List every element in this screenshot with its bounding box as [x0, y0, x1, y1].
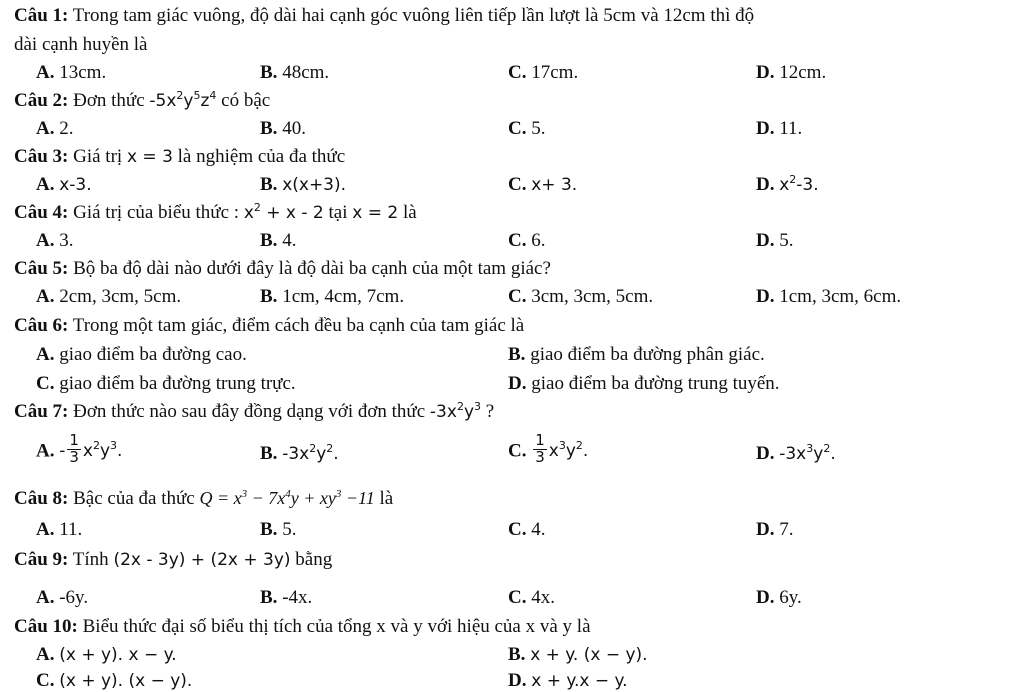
option-text [779, 175, 818, 195]
option-letter: C. [508, 440, 527, 462]
option-text: 7. [779, 519, 794, 540]
option-text: x(x+3). [282, 175, 347, 195]
option-letter: A. [36, 587, 55, 608]
option-text: 2. [59, 118, 74, 139]
question-2-text-end: có bậc [221, 90, 271, 111]
question-5-text: Bộ ba độ dài nào dưới đây là độ dài ba cạnh của một tam giác? [73, 258, 551, 279]
expr-part: = x [212, 488, 242, 508]
q2-option-b[interactable] [260, 119, 306, 138]
option-letter: C. [508, 62, 527, 83]
q7-option-a[interactable] [36, 431, 123, 468]
q6-option-a[interactable] [36, 345, 247, 364]
option-text: x + y. (x − y). [530, 645, 648, 665]
option-text: 4. [282, 230, 297, 251]
option-letter: A. [36, 230, 55, 251]
option-text: 5. [531, 118, 546, 139]
q9-option-a[interactable] [36, 588, 88, 607]
expr-part: y [316, 444, 327, 464]
option-text: giao điểm ba đường trung trực. [59, 373, 296, 394]
option-letter: C. [508, 286, 527, 307]
option-letter: C. [36, 670, 55, 691]
q10-option-d[interactable] [508, 671, 628, 690]
q4-option-c[interactable] [508, 231, 545, 250]
question-7-text: Đơn thức nào sau đây đồng dạng với đơn thức [73, 401, 426, 422]
option-text: 11. [59, 519, 83, 540]
option-text: 48cm. [282, 62, 330, 83]
option-letter: A. [36, 519, 55, 540]
expr-exponent: 2 [789, 173, 797, 186]
option-letter: B. [260, 443, 278, 464]
expr-part: y [183, 91, 194, 111]
option-text: x+ 3. [531, 175, 578, 195]
question-3-label: Câu 3: [14, 146, 69, 167]
option-letter: A. [36, 62, 55, 83]
q9-option-b[interactable] [260, 588, 312, 607]
q10-option-c[interactable] [36, 671, 192, 690]
option-letter: C. [36, 373, 55, 394]
expr-exponent: 2 [309, 442, 317, 455]
question-7-expression [430, 402, 481, 422]
question-2-expression [149, 91, 216, 111]
question-9-text-end: bằng [295, 549, 333, 570]
question-4-text: Giá trị của biểu thức : [73, 202, 240, 223]
expr-exponent: 4 [209, 89, 217, 102]
question-7-label: Câu 7: [14, 401, 69, 422]
q5-option-c[interactable] [508, 287, 653, 306]
expr-part: -3x [779, 444, 807, 464]
question-8-expression [199, 488, 374, 508]
option-letter: B. [260, 587, 278, 608]
expr-exponent: 5 [193, 89, 201, 102]
q1-option-c[interactable] [508, 63, 578, 82]
expr-part: - [59, 441, 66, 462]
q6-option-d[interactable] [508, 374, 780, 393]
option-letter: D. [756, 587, 775, 608]
option-letter: D. [756, 174, 775, 195]
q1-option-d[interactable] [756, 63, 826, 82]
question-8-text-end: là [379, 488, 394, 509]
option-text: 2cm, 3cm, 5cm. [59, 286, 182, 307]
option-letter: A. [36, 440, 55, 462]
option-text: giao điểm ba đường phân giác. [530, 344, 765, 365]
question-8-text: Bậc của đa thức [73, 488, 195, 509]
option-text: 40. [282, 118, 306, 139]
option-letter: B. [508, 344, 526, 365]
option-text: giao điểm ba đường cao. [59, 344, 247, 365]
q9-option-d[interactable] [756, 588, 802, 607]
option-letter: B. [260, 118, 278, 139]
question-9-expression: (2x - 3y) + (2x + 3y) [113, 550, 291, 570]
option-text: (x + y). (x − y). [59, 671, 193, 691]
option-letter: D. [756, 230, 775, 251]
q2-option-a[interactable] [36, 119, 73, 138]
fraction-numerator: 1 [535, 431, 545, 449]
question-1-line-1 [14, 6, 754, 25]
q7-option-c[interactable] [508, 431, 589, 468]
option-text: 12cm. [779, 62, 827, 83]
option-text: 5. [282, 519, 297, 540]
question-4-expression [244, 203, 324, 223]
question-5-label: Câu 5: [14, 258, 69, 279]
option-text: (x + y). x − y. [59, 645, 177, 665]
option-text: 6. [531, 230, 546, 251]
expr-exponent: 2 [575, 439, 583, 453]
option-text: 6y. [779, 587, 802, 608]
option-letter: B. [260, 62, 278, 83]
question-9-label: Câu 9: [14, 549, 69, 570]
q6-option-b[interactable] [508, 345, 765, 364]
option-letter: D. [508, 373, 527, 394]
question-1-label: Câu 1: [14, 5, 69, 26]
question-6-line [14, 316, 524, 335]
question-10-label: Câu 10: [14, 616, 78, 637]
option-text: x-3. [59, 175, 92, 195]
option-text [779, 444, 835, 464]
option-text: 13cm. [59, 62, 107, 83]
option-letter: D. [756, 443, 775, 464]
fraction [67, 433, 81, 466]
option-letter: C. [508, 174, 527, 195]
expr-part: x [82, 441, 93, 462]
expr-exponent: 3 [335, 488, 342, 500]
option-letter: A. [36, 644, 55, 665]
q8-option-b[interactable] [260, 520, 296, 539]
expr-exponent: 2 [176, 89, 184, 102]
expr-exponent: 3 [558, 439, 566, 453]
q2-option-c[interactable] [508, 119, 545, 138]
option-letter: D. [756, 519, 775, 540]
option-letter: D. [508, 670, 527, 691]
expr-exponent: 3 [474, 400, 481, 413]
expr-part: x [548, 441, 559, 462]
q2-option-d[interactable] [756, 119, 802, 138]
fraction-denominator: 3 [535, 447, 545, 466]
question-10-text: Biểu thức đại số biểu thị tích của tổng x và y với hiệu của x và y là [82, 616, 591, 637]
question-1-text-b: dài cạnh huyền là [14, 34, 148, 55]
q3-option-d[interactable] [756, 175, 819, 194]
expr-part: . [582, 441, 589, 462]
option-letter: C. [508, 230, 527, 251]
option-letter: C. [508, 118, 527, 139]
question-8-label: Câu 8: [14, 488, 69, 509]
q8-option-c[interactable] [508, 520, 545, 539]
option-text: x + y.x − y. [531, 671, 628, 691]
expr-part: y [99, 441, 111, 462]
expr-part: z [200, 91, 210, 111]
expr-part: -3x [282, 444, 310, 464]
option-letter: B. [260, 286, 278, 307]
q3-option-b[interactable] [260, 175, 346, 194]
option-text: 4. [531, 519, 546, 540]
option-text: 3. [59, 230, 74, 251]
option-text: 5. [779, 230, 794, 251]
option-text: 3cm, 3cm, 5cm. [531, 286, 654, 307]
option-letter: C. [508, 587, 527, 608]
q4-option-d[interactable] [756, 231, 793, 250]
question-6-text: Trong một tam giác, điểm cách đều ba cạnh của tam giác là [72, 315, 525, 336]
question-3-line [14, 147, 345, 166]
q7-option-d[interactable] [756, 444, 836, 463]
expr-part: y [463, 402, 474, 422]
option-letter: D. [756, 62, 775, 83]
expr-part: y [565, 441, 576, 462]
question-3-expression: x = 3 [126, 147, 173, 167]
question-3-text-end: là nghiệm của đa thức [177, 146, 346, 167]
expr-part: y + xy [290, 488, 336, 508]
q10-option-b[interactable] [508, 645, 648, 664]
question-9-line [14, 550, 332, 569]
expr-part: − 7x [247, 488, 286, 508]
question-4-line [14, 203, 417, 222]
option-letter: B. [508, 644, 526, 665]
option-letter: B. [260, 519, 278, 540]
expr-part: -3x [429, 402, 457, 422]
q4-option-a[interactable] [36, 231, 73, 250]
fraction-denominator: 3 [69, 447, 79, 466]
expr-part: + x - 2 [266, 203, 324, 223]
question-7-line [14, 402, 494, 421]
expr-part: . [117, 441, 123, 462]
question-5-line [14, 259, 551, 278]
q4-option-b[interactable] [260, 231, 296, 250]
q6-option-c[interactable] [36, 374, 296, 393]
expr-exponent: 3 [806, 442, 814, 455]
option-text: 1cm, 4cm, 7cm. [282, 286, 405, 307]
option-letter: B. [260, 174, 278, 195]
expr-exponent: 2 [253, 201, 261, 214]
question-2-text: Đơn thức [73, 90, 145, 111]
expr-exponent: 3 [110, 439, 118, 453]
q9-option-c[interactable] [508, 588, 555, 607]
q7-option-b[interactable] [260, 444, 339, 463]
fraction [533, 433, 547, 466]
option-text: 17cm. [531, 62, 579, 83]
option-letter: B. [260, 230, 278, 251]
q3-option-a[interactable] [36, 175, 92, 194]
option-text [531, 431, 589, 466]
expr-part: y [813, 444, 824, 464]
question-4-label: Câu 4: [14, 202, 69, 223]
expr-exponent: 2 [326, 442, 334, 455]
q1-option-a[interactable] [36, 63, 106, 82]
expr-exponent: 2 [823, 442, 831, 455]
expr-part: Q [199, 488, 213, 508]
question-8-line [14, 489, 393, 508]
question-2-label: Câu 2: [14, 90, 69, 111]
option-letter: D. [756, 286, 775, 307]
question-1-line-2 [14, 35, 147, 54]
question-10-line [14, 617, 591, 636]
option-letter: A. [36, 344, 55, 365]
question-9-text: Tính [72, 549, 109, 570]
q5-option-b[interactable] [260, 287, 404, 306]
question-6-label: Câu 6: [14, 315, 69, 336]
expr-exponent: 4 [285, 488, 291, 500]
option-letter: A. [36, 174, 55, 195]
question-7-text-end: ? [485, 401, 495, 422]
question-2-line [14, 91, 270, 110]
question-4-text-mid: tại [328, 202, 348, 223]
question-1-text-a: Trong tam giác vuông, độ dài hai cạnh góc vuông liên tiếp lần lượt là 5cm và 12cm thì độ [72, 5, 755, 26]
expr-exponent: 3 [241, 488, 248, 500]
option-text: 1cm, 3cm, 6cm. [779, 286, 902, 307]
expr-part: . [333, 444, 339, 464]
option-text: giao điểm ba đường trung tuyến. [531, 373, 780, 394]
expr-part: x [779, 175, 790, 195]
q5-option-a[interactable] [36, 287, 181, 306]
expr-part: . [830, 444, 836, 464]
option-text: -4x. [282, 587, 313, 608]
q8-option-d[interactable] [756, 520, 793, 539]
option-letter: A. [36, 118, 55, 139]
option-text: 4x. [531, 587, 555, 608]
q1-option-b[interactable] [260, 63, 329, 82]
expr-part: x [243, 203, 254, 223]
q3-option-c[interactable] [508, 175, 577, 194]
question-4-expression-2: x = 2 [352, 203, 399, 223]
option-text: -6y. [59, 587, 89, 608]
question-3-text: Giá trị [73, 146, 123, 167]
option-letter: C. [508, 519, 527, 540]
fraction-numerator: 1 [69, 431, 79, 449]
expr-exponent: 2 [456, 400, 464, 413]
expr-part: -3. [796, 175, 819, 195]
option-text: 11. [779, 118, 803, 139]
expr-part: −11 [341, 488, 375, 508]
option-letter: D. [756, 118, 775, 139]
option-text [59, 431, 123, 466]
q8-option-a[interactable] [36, 520, 82, 539]
q5-option-d[interactable] [756, 287, 901, 306]
option-text [282, 444, 338, 464]
expr-part: -5x [149, 91, 177, 111]
question-4-text-end: là [402, 202, 417, 223]
option-letter: A. [36, 286, 55, 307]
expr-exponent: 2 [92, 439, 100, 453]
q10-option-a[interactable] [36, 645, 177, 664]
